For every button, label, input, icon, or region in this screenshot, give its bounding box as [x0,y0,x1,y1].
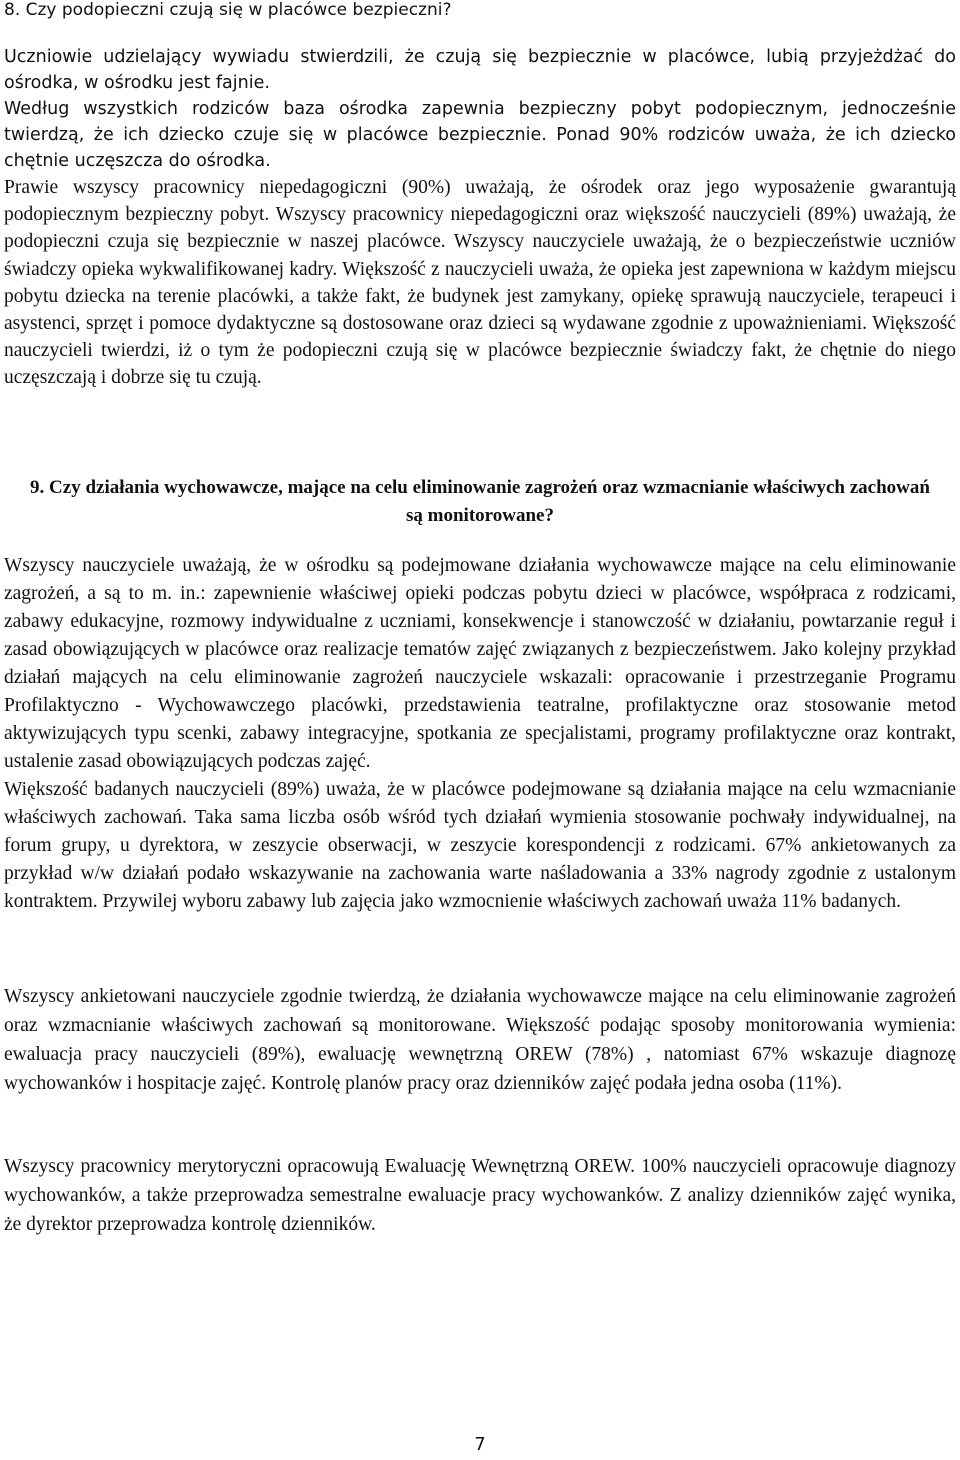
section-9-paragraph-2: Większość badanych nauczycieli (89%) uważa, że w placówce podejmowane są działania mające na celu wzmacnianie właściwych zachowań. Taka sama liczba osób wśród tych działań wymienia stosowanie pochwały indywidualnej, na forum grupy, u dyrektora, w zeszycie obserwacji, w zeszycie korespondencji z rodzicami. 67% ankietowanych za przykład w/w działań podało wskazywanie na zachowania warte naśladowania a 33% nagrody zgodnie z ustalonym kontraktem. Przywilej wyboru zabawy lub zajęcia jako wzmocnienie właściwych zachowań uważa 11% badanych. [4,779,956,912]
section-8-paragraph-1: Uczniowie udzielający wywiadu stwierdzili, że czują się bezpiecznie w placówce, lubią przyjeżdżać do ośrodka, w ośrodku jest fajnie. [4,47,956,93]
section-9-paragraph-4: Wszyscy pracownicy merytoryczni opracowują Ewaluację Wewnętrzną OREW. 100% nauczycieli opracowuje diagnozy wychowanków, a także przeprowadza semestralne ewaluacje pracy wychowanków. Z analizy dzienników zajęć wynika, że dyrektor przeprowadza kontrolę dzienników. [4,1156,956,1235]
section-9-paragraph-1: Wszyscy nauczyciele uważają, że w ośrodku są podejmowane działania wychowawcze mające na celu eliminowanie zagrożeń, a są to m. in.: zapewnienie właściwej opieki podczas pobytu dzieci w placówce, współpraca z rodzicami, zabawy edukacyjne, rozmowy indywidualne z uczniami, konsekwencje i stanowczość w działaniu, powtarzanie reguł i zasad obowiązujących w placówce oraz realizacje tematów zajęć związanych z bezpieczeństwem. Jako kolejny przykład działań mających na celu eliminowanie zagrożeń nauczyciele wskazali: opracowanie i przestrzeganie Programu Profilaktyczno - Wychowawczego placówki, przedstawienia teatralne, profilaktyczne oraz stosowanie metod aktywizujących typu scenki, zabawy integracyjne, spotkania ze specjalistami, programy profilaktyczne oraz kontrakt, ustalenie zasad obowiązujących podczas zajęć. [4,555,956,772]
section-9-heading: 9. Czy działania wychowawcze, mające na celu eliminowanie zagrożeń oraz wzmacnianie właściwych zachowań są monitorowane? [30,477,930,526]
section-8-body [4,44,956,392]
page-number: 7 [474,1434,486,1455]
section-8-heading: 8. Czy podopieczni czują się w placówce bezpieczni? [4,0,452,20]
section-8-paragraph-2: Według wszystkich rodziców baza ośrodka zapewnia bezpieczny pobyt podopiecznym, jednocześnie twierdzą, że ich dziecko czuje się w placówce bezpiecznie. Ponad 90% rodziców uważa, że ich dziecko chętnie uczęszcza do ośrodka. [4,99,956,171]
section-8-paragraph-3: Prawie wszyscy pracownicy niepedagogiczni (90%) uważają, że ośrodek oraz jego wyposażenie gwarantują podopiecznym bezpieczny pobyt. Wszyscy pracownicy niepedagogiczni oraz większość nauczycieli (89%) uważają, że podopieczni czuja się bezpiecznie w naszej placówce. Wszyscy nauczyciele uważają, że o bezpieczeństwie uczniów świadczy opieka wykwalifikowanej kadry. Większość z nauczycieli uważa, że opieka jest zapewniona w każdym miejscu pobytu dziecka na terenie placówki, a także fakt, że budynek jest zamykany, opiekę sprawują nauczyciele, terapeuci i asystenci, sprzęt i pomoce dydaktyczne są dostosowane oraz dzieci są wydawane zgodnie z upoważnieniami. Większość nauczycieli twierdzi, iż o tym że podopieczni czują się w placówce bezpiecznie świadczy fakt, że chętnie do niego uczęszczają i dobrze się tu czują. [4,177,956,389]
section-9-body [4,552,956,916]
section-9-paragraph-3: Wszyscy ankietowani nauczyciele zgodnie twierdzą, że działania wychowawcze mające na celu eliminowanie zagrożeń oraz wzmacnianie właściwych zachowań są monitorowane. Większość podając sposoby monitorowania wymienia: ewaluacja pracy nauczycieli (89%), ewaluację wewnętrzną OREW (78%) , natomiast 67% wskazuje diagnozę wychowanków i hospitacje zajęć. Kontrolę planów pracy oraz dzienników zajęć podała jedna osoba (11%). [4,986,956,1094]
